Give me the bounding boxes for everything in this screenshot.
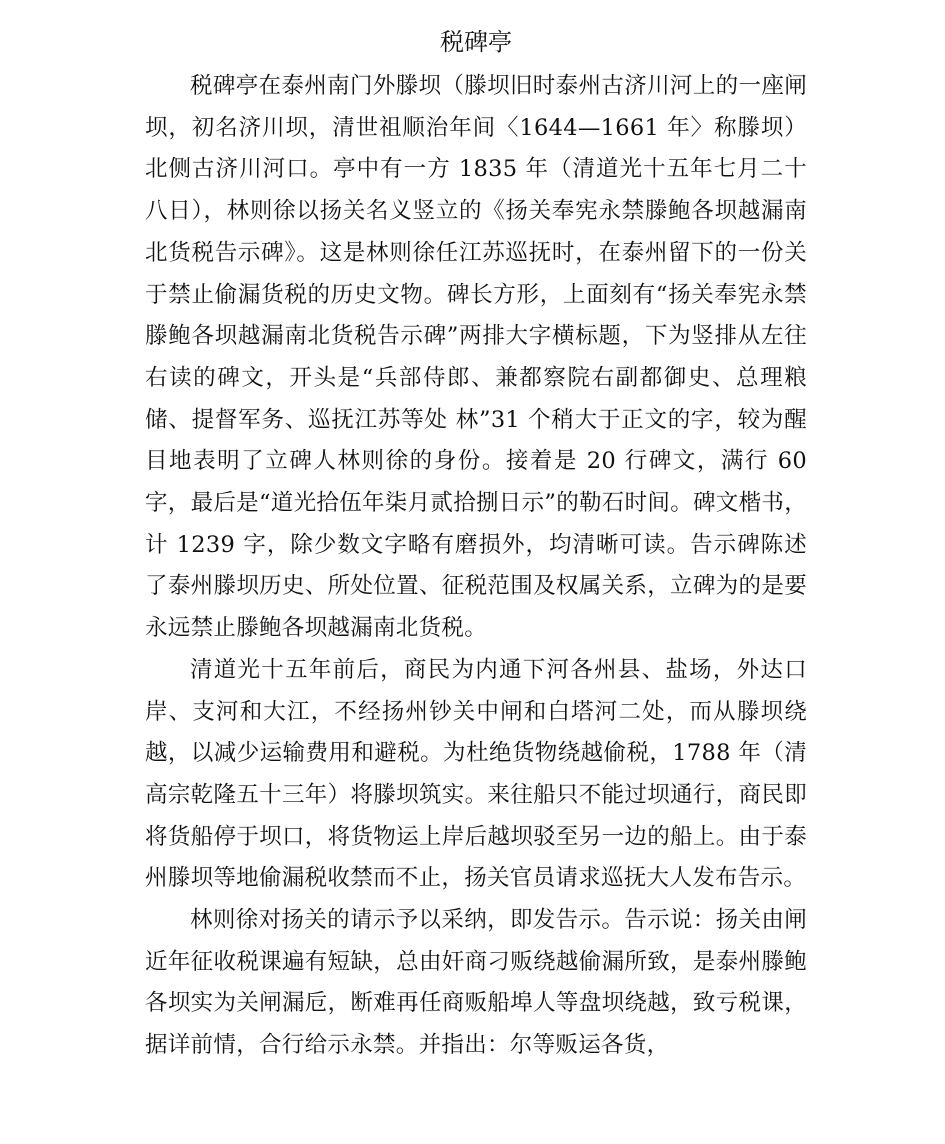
paragraph-3: 林则徐对扬关的请示予以采纳，即发告示。告示说：扬关由闸近年征收税课遍有短缺，总由奸商刁贩绕越偷漏所致，是泰州滕鲍各坝实为关闸漏卮，断难再任商贩船埠人等盘坝绕越，致亏税课，据详前情，合行给示永禁。并指出：尔等贩运各货，	[145, 907, 807, 1059]
document-page	[145, 22, 807, 1067]
paragraph-2: 清道光十五年前后，商民为内通下河各州县、盐场，外达口岸、支河和大江，不经扬州钞关中闸和白塔河二处，而从滕坝绕越，以减少运输费用和避税。为杜绝货物绕越偷税，1788 年（清高宗乾隆五十三年）将滕坝筑实。来往船只不能过坝通行，商民即将货船停于坝口，将货物运上岸后越坝驳至另一边的船上。由于泰州滕坝等地偷漏税收禁而不止，扬关官员请求巡抚大人发布告示。	[145, 656, 807, 892]
document-title: 税碑亭	[440, 28, 512, 56]
paragraph-1: 税碑亭在泰州南门外滕坝（滕坝旧时泰州古济川河上的一座闸坝，初名济川坝，清世祖顺治年间〈1644—1661 年〉称滕坝）北侧古济川河口。亭中有一方 1835 年（清道光十五年七月二十八日），林则徐以扬关名义竖立的《扬关奉宪永禁滕鲍各坝越漏南北货税告示碑》。这是林则徐任江苏巡抚时，在泰州留下的一份关于禁止偷漏货税的历史文物。碑长方形，上面刻有“扬关奉宪永禁滕鲍各坝越漏南北货税告示碑”两排大字横标题，下为竖排从左往右读的碑文，开头是“兵部侍郎、兼都察院右副都御史、总理粮储、提督军务、巡抚江苏等处 林”31 个稍大于正文的字，较为醒目地表明了立碑人林则徐的身份。接着是 20 行碑文，满行 60 字，最后是“道光拾伍年柒月贰拾捌日示”的勒石时间。碑文楷书，计 1239 字，除少数文字略有磨损外，均清晰可读。告示碑陈述了泰州滕坝历史、所处位置、征税范围及权属关系，立碑为的是要永远禁止滕鲍各坝越漏南北货税。	[145, 73, 808, 642]
